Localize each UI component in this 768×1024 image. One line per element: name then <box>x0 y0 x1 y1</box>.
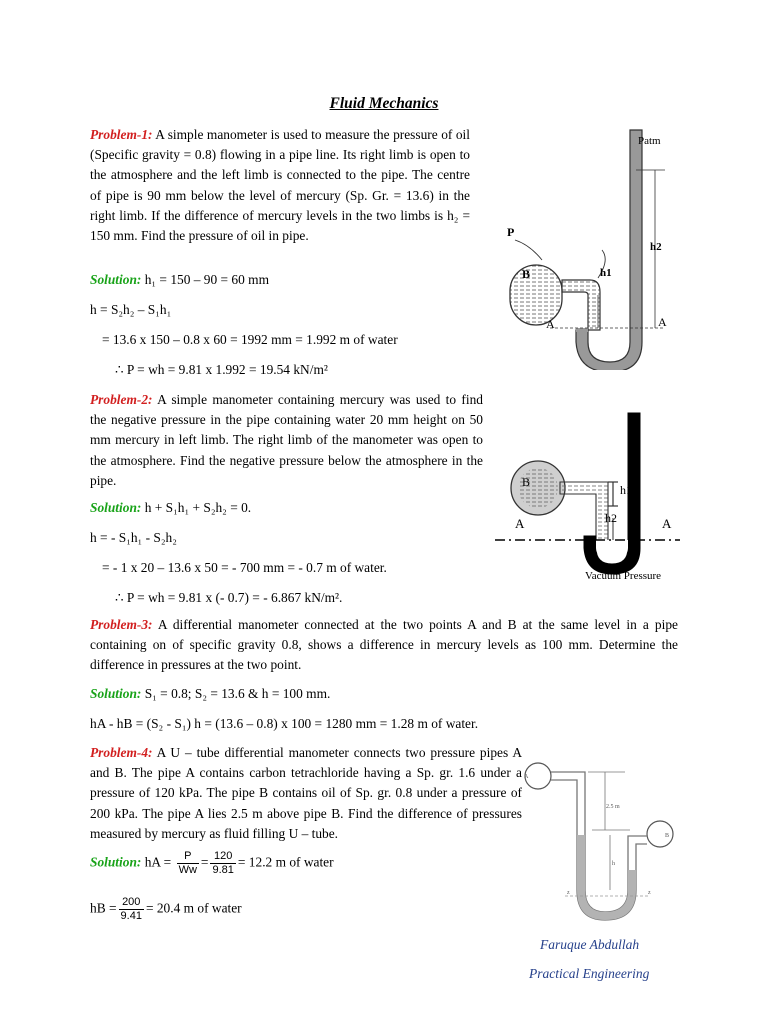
frac-den: Ww <box>178 864 197 876</box>
problem-2-solution-line-1 <box>90 500 251 516</box>
fraction-200-over-941 <box>119 896 144 923</box>
organization-name: Practical Engineering <box>529 966 650 981</box>
problem-4-solution-hb <box>90 896 242 923</box>
problem-3-solution-line-1 <box>90 686 330 702</box>
patm-label: Patm <box>638 135 661 147</box>
solution-4-label: Solution: <box>90 854 142 870</box>
problem-4-text: A U – tube differential manometer connects two pressure pipes A and B. The pipe A contains carbon tetrachloride having a Sp. gr. 1.6 under a pressure of 120 kPa. The pipe B contains oil of Sp. gr. 0.8 under a pressure of 200 kPa. The pipe A lies 2.5 m above pipe B. Find the difference of pressures measured by mercury as fluid filling U – tube. <box>90 745 522 841</box>
problem-1-solution-line-2: h = S₂h₂ – S₁h₁ <box>90 302 172 317</box>
p-label: P <box>507 225 515 239</box>
pipe-circle <box>510 265 562 325</box>
problem-3-label: Problem-3: <box>90 617 153 632</box>
pipe-b-circle <box>647 821 673 847</box>
ha-lhs: hA = <box>141 854 172 870</box>
a-right-label: A <box>658 315 667 329</box>
frac-den: 9.81 <box>212 864 234 876</box>
hb-lhs: hB = <box>90 900 117 916</box>
z-right-label: z <box>648 890 651 896</box>
b-label: B <box>522 267 531 281</box>
vacuum-caption: Vacuum Pressure <box>585 570 662 582</box>
problem-2-statement <box>90 390 483 491</box>
pipe-a-circle <box>525 763 551 789</box>
author-name: Faruque Abdullah <box>540 937 640 952</box>
ha-equals: = <box>200 854 209 870</box>
problem-2-solution-line-3: = - 1 x 20 – 13.6 x 50 = - 700 mm = - 0.7 m of water. <box>102 560 387 575</box>
vacuum-b-label: B <box>522 475 531 489</box>
problem-2-text: A simple manometer containing mercury was used to find the negative pressure in the pipe containing water 20 mm height on 50 mm mercury in left limb. The right limb of the manometer was open to the atmosphere. Find the negative pressure below the atmosphere in the pipe. <box>90 392 483 488</box>
problem-3-solution-line-2: hA - hB = (S₂ - S₁) h = (13.6 – 0.8) x 100 = 1280 mm = 1.28 m of water. <box>90 716 479 731</box>
vacuum-manometer-diagram <box>490 408 680 583</box>
a-left-label: A <box>546 317 555 331</box>
problem-1-text: A simple manometer is used to measure the pressure of oil (Specific gravity = 0.8) flowing in a pipe line. Its right limb is open to the atmosphere and the left limb is connected to the pipe. The centre of pipe is 90 mm below the level of mercury (Sp. Gr. = 13.6) in the right limb. If the difference of mercury levels in the two limbs is h₂ = 150 mm. Find the pressure of oil in pipe. <box>90 127 470 244</box>
fraction-120-over-981 <box>210 850 235 877</box>
ha-rhs: = 12.2 m of water <box>237 854 334 870</box>
frac-num: 120 <box>210 850 235 864</box>
h2-label: h2 <box>650 241 662 253</box>
solution-1-eq-1: h₁ = 150 – 90 = 60 mm <box>141 272 270 287</box>
pipe-a-label: A <box>524 774 529 780</box>
vacuum-a-right-label: A <box>662 516 672 531</box>
solution-3-label: Solution: <box>90 686 142 701</box>
problem-4-label: Problem-4: <box>90 745 153 760</box>
page-title: Fluid Mechanics <box>329 95 439 112</box>
hb-rhs: = 20.4 m of water <box>145 900 242 916</box>
solution-2-eq-1: h + S₁h₁ + S₂h₂ = 0. <box>141 500 252 515</box>
solution-3-eq-1: S₁ = 0.8; S₂ = 13.6 & h = 100 mm. <box>141 686 331 701</box>
problem-4-statement <box>90 743 522 844</box>
h1-label: h1 <box>600 267 612 279</box>
problem-2-label: Problem-2: <box>90 392 153 407</box>
h-label: h <box>612 861 615 867</box>
problem-3-text: A differential manometer connected at the two points A and B at the same level in a pipe containing on of specific gravity 0.8, shows a difference in mercury levels as 100 mm. Determine the difference in pressures at the two point. <box>90 617 678 673</box>
problem-2-solution-line-4: ∴ P = wh = 9.81 x (- 0.7) = - 6.867 kN/m². <box>115 590 343 605</box>
frac-num: P <box>177 850 199 864</box>
connector-tube <box>562 280 600 330</box>
vacuum-h2-label: h2 <box>605 511 617 525</box>
frac-num: 200 <box>119 896 144 910</box>
fraction-p-over-ww <box>177 850 199 877</box>
problem-3-statement <box>90 615 678 676</box>
mercury-u-tube <box>576 130 642 370</box>
problem-1-solution-line-1 <box>90 272 269 288</box>
problem-1-solution-line-3: = 13.6 x 150 – 0.8 x 60 = 1992 mm = 1.992 m of water <box>102 332 398 347</box>
vacuum-h1-label: h1 <box>620 483 632 497</box>
problem-1-solution-line-4: ∴ P = wh = 9.81 x 1.992 = 19.54 kN/m² <box>115 362 328 377</box>
vacuum-a-left-label: A <box>515 516 525 531</box>
dimension-label: 2.5 m <box>606 804 620 810</box>
manometer-diagram-1 <box>490 120 680 370</box>
problem-1-label: Problem-1: <box>90 127 153 142</box>
pipe-b-label: B <box>665 833 670 839</box>
problem-4-solution-ha <box>90 850 334 877</box>
solution-2-label: Solution: <box>90 500 142 515</box>
differential-manometer-diagram <box>510 750 690 925</box>
mercury-fill <box>577 835 636 920</box>
problem-2-solution-line-2: h = - S₁h₁ - S₂h₂ <box>90 530 177 545</box>
solution-1-label: Solution: <box>90 272 142 287</box>
frac-den: 9.41 <box>120 910 142 922</box>
z-left-label: z <box>567 890 570 896</box>
problem-1-statement <box>90 125 470 246</box>
